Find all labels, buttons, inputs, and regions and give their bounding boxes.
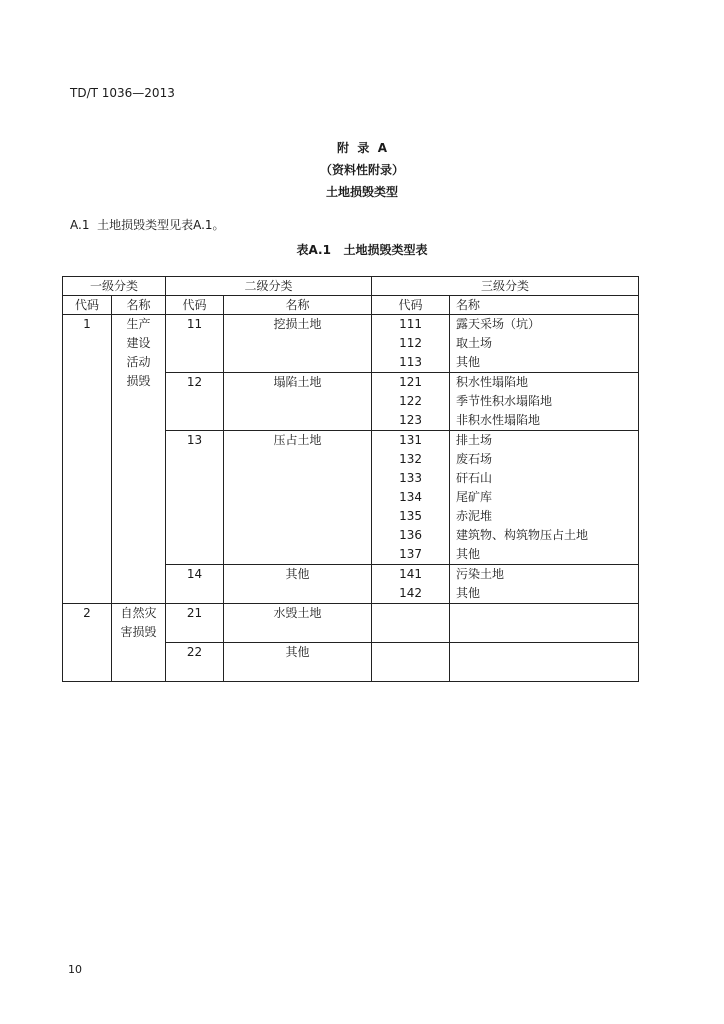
level3-code: 121 xyxy=(399,375,422,389)
level2-name xyxy=(224,604,372,643)
header-level3: 三级分类 xyxy=(372,277,639,296)
level2-code xyxy=(166,431,224,565)
level2-name-text: 水毁土地 xyxy=(273,606,322,620)
level2-code-text: 21 xyxy=(186,606,203,620)
level3-names xyxy=(450,643,639,682)
level3-code: 132 xyxy=(399,452,422,466)
level3-codes xyxy=(372,431,450,565)
level3-code: 131 xyxy=(399,433,422,447)
table-row xyxy=(63,604,639,643)
land-damage-type-table xyxy=(62,276,639,682)
level3-name: 矸石山 xyxy=(456,471,493,485)
appendix-subtitle: （资料性附录） xyxy=(319,163,404,177)
level1-name-line: 自然灾 xyxy=(120,606,157,620)
level3-name: 废石场 xyxy=(456,452,493,466)
level2-code xyxy=(166,604,224,643)
level3-name: 其他 xyxy=(456,355,481,369)
level2-name-text: 塌陷土地 xyxy=(273,375,322,389)
level3-code: 141 xyxy=(399,567,422,581)
level2-name-text: 压占土地 xyxy=(273,433,322,447)
level2-code-text: 14 xyxy=(186,567,203,581)
level3-names xyxy=(450,431,639,565)
header-level2: 二级分类 xyxy=(166,277,372,296)
table-row xyxy=(63,315,639,373)
appendix-heading: 土地损毁类型 xyxy=(325,185,398,199)
reference-line: A.1 土地损毁类型见表A.1。 xyxy=(70,218,225,232)
header-name: 名称 xyxy=(450,296,639,315)
table-subheader-row xyxy=(63,296,639,315)
level3-code: 123 xyxy=(399,413,422,427)
level2-code-text: 11 xyxy=(186,317,203,331)
level3-name: 其他 xyxy=(456,547,481,561)
level3-name: 取土场 xyxy=(456,336,493,350)
standard-code: TD/T 1036—2013 xyxy=(70,86,175,100)
level3-code: 113 xyxy=(399,355,422,369)
level3-name: 非积水性塌陷地 xyxy=(456,413,541,427)
level2-code xyxy=(166,643,224,682)
level2-code xyxy=(166,315,224,373)
level1-code xyxy=(63,604,112,682)
level1-name-line: 害损毁 xyxy=(120,625,157,639)
table-caption: 表A.1 土地损毁类型表 xyxy=(296,243,428,257)
header-name: 名称 xyxy=(224,296,372,315)
level3-codes xyxy=(372,565,450,604)
level2-code-text: 22 xyxy=(186,645,203,659)
level3-codes xyxy=(372,315,450,373)
level3-codes xyxy=(372,373,450,431)
level3-code: 142 xyxy=(399,586,422,600)
header-name: 名称 xyxy=(112,296,166,315)
page-number: 10 xyxy=(68,963,82,976)
level2-name-text: 其他 xyxy=(285,645,310,659)
level2-code xyxy=(166,565,224,604)
level3-name: 尾矿库 xyxy=(456,490,493,504)
level3-names xyxy=(450,604,639,643)
level2-code xyxy=(166,373,224,431)
level3-code: 133 xyxy=(399,471,422,485)
level3-codes xyxy=(372,604,450,643)
level2-name-text: 其他 xyxy=(285,567,310,581)
level2-name xyxy=(224,315,372,373)
level1-name-line: 损毁 xyxy=(126,374,151,388)
level2-code-text: 12 xyxy=(186,375,203,389)
level2-name xyxy=(224,565,372,604)
level3-name: 季节性积水塌陷地 xyxy=(456,394,553,408)
level3-names xyxy=(450,373,639,431)
level2-code-text: 13 xyxy=(186,433,203,447)
level2-name xyxy=(224,643,372,682)
level2-name-text: 挖损土地 xyxy=(273,317,322,331)
header-level1: 一级分类 xyxy=(63,277,166,296)
level3-code: 111 xyxy=(399,317,422,331)
level3-code: 135 xyxy=(399,509,422,523)
header-code: 代码 xyxy=(372,296,450,315)
level1-code xyxy=(63,315,112,604)
level3-name: 其他 xyxy=(456,586,481,600)
level1-code-text: 2 xyxy=(83,606,91,620)
level1-name-line: 活动 xyxy=(126,355,151,369)
level3-name: 污染土地 xyxy=(456,567,505,581)
level3-code: 112 xyxy=(399,336,422,350)
level3-code: 137 xyxy=(399,547,422,561)
level1-name-line: 生产 xyxy=(126,317,151,331)
level3-name: 排土场 xyxy=(456,433,493,447)
header-code: 代码 xyxy=(63,296,112,315)
level2-name xyxy=(224,373,372,431)
level3-name: 建筑物、构筑物压占土地 xyxy=(456,528,589,542)
level3-name: 积水性塌陷地 xyxy=(456,375,529,389)
level1-code-text: 1 xyxy=(83,317,91,331)
level3-codes xyxy=(372,643,450,682)
level2-name xyxy=(224,431,372,565)
level1-name-line: 建设 xyxy=(126,336,151,350)
appendix-title: 附 录 A xyxy=(337,141,387,155)
level3-names xyxy=(450,315,639,373)
header-code: 代码 xyxy=(166,296,224,315)
level3-names xyxy=(450,565,639,604)
table-header-row xyxy=(63,277,639,296)
level3-name: 露天采场（坑） xyxy=(456,317,541,331)
level1-name xyxy=(112,604,166,682)
level3-code: 122 xyxy=(399,394,422,408)
level3-name: 赤泥堆 xyxy=(456,509,493,523)
level3-code: 136 xyxy=(399,528,422,542)
level3-code: 134 xyxy=(399,490,422,504)
level1-name xyxy=(112,315,166,604)
